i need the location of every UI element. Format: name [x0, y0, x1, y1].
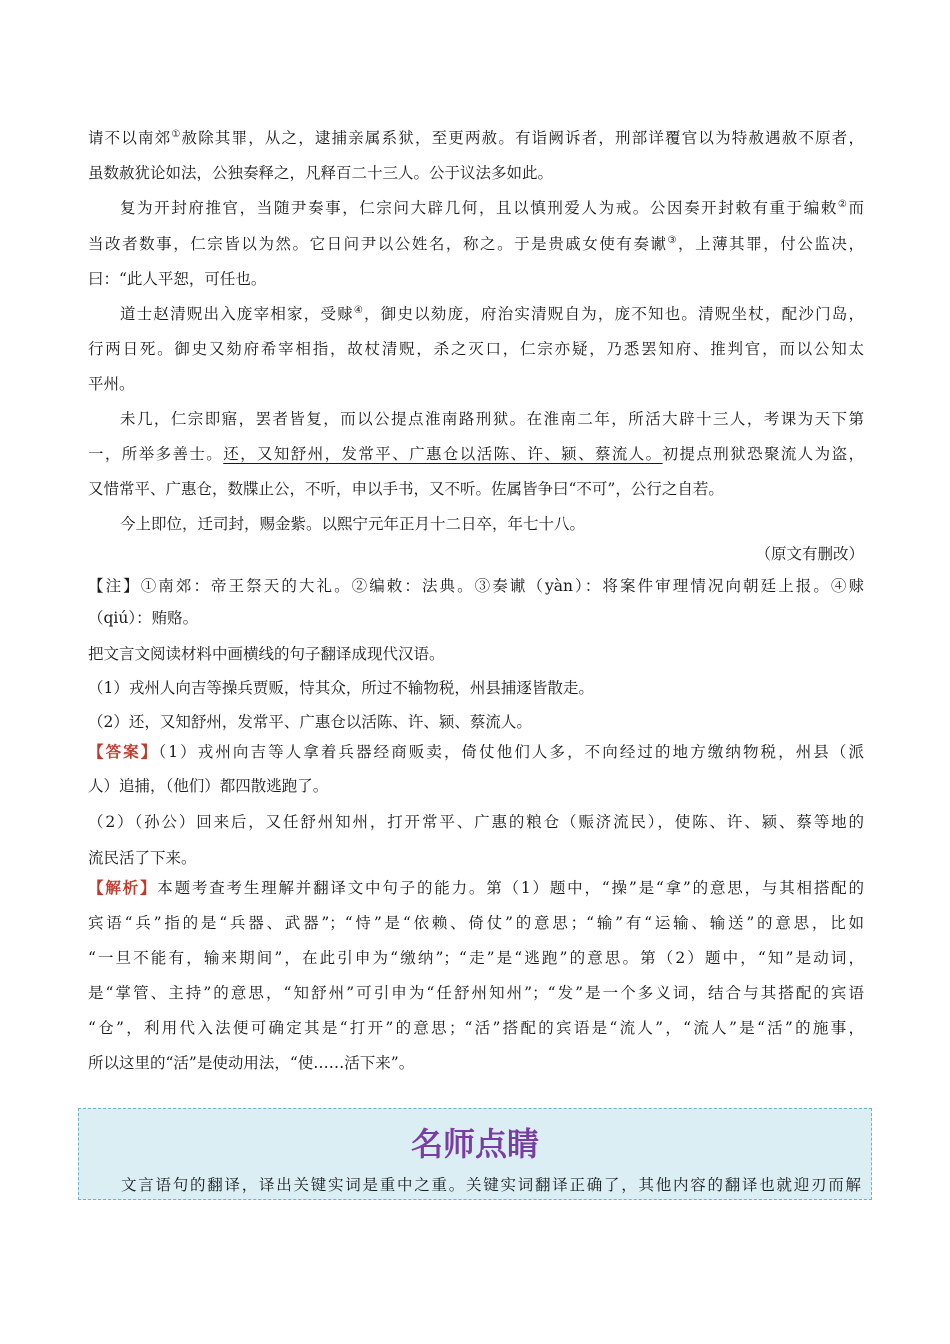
passage-line: 平州。: [88, 375, 135, 393]
question-prompt: 把文言文阅读材料中画横线的句子翻译成现代汉语。: [88, 645, 445, 663]
analysis-line: “仓”，利用代入法便可确定其是“打开”的意思；“活”搭配的宾语是“流人”，“流人”是“活”的施事，: [88, 1019, 864, 1037]
analysis-line: 【解析】本题考查考生理解并翻译文中句子的能力。第（1）题中，“操”是“拿”的意思，与其相搭配的: [88, 878, 864, 897]
passage-line: 又惜常平、广惠仓，数牒止公，不听，申以手书，又不听。佐属皆争曰“不可”，公行之自若。: [88, 480, 724, 498]
passage-line: 一，所举多善士。还，又知舒州，发常平、广惠仓以活陈、许、颍、蔡流人。初提点刑狱恐聚流人为盗，: [88, 445, 864, 463]
passage-line: 未几，仁宗即寤，罢者皆复，而以公提点淮南路刑狱。在淮南二年，所活大辟十三人，考课为天下第: [120, 410, 864, 428]
note-line: 【注】①南郊：帝王祭天的大礼。②编敕：法典。③奏谳（yàn）：将案件审理情况向朝廷上报。④赇: [88, 577, 864, 595]
teacher-tip-box: [78, 1108, 872, 1200]
passage-line: 虽数赦犹论如法，公独奏释之，凡释百二十三人。公于议法多如此。: [88, 164, 554, 182]
passage-line: 今上即位，迁司封，赐金紫。以熙宁元年正月十二日卒，年七十八。: [120, 515, 586, 533]
question-1: （1）戎州人向吉等操兵贾贩，恃其众，所过不输物税，州县捕逐皆散走。: [88, 679, 594, 697]
answer-line: （2）（孙公）回来后，又任舒州知州，打开常平、广惠的粮仓（赈济流民），使陈、许、颍、蔡等地的: [88, 813, 864, 831]
answer-line: 人）追捕，（他们）都四散逃跑了。: [88, 777, 329, 795]
answer-line: 【答案】（1）戎州向吉等人拿着兵器经商贩卖，倚仗他们人多，不向经过的地方缴纳物税，州县（派: [88, 742, 864, 761]
analysis-line: 是“掌管、主持”的意思，“知舒州”可引申为“任舒州知州”；“发”是一个多义词，结合与其搭配的宾语: [88, 984, 864, 1002]
source-note: （原文有删改）: [755, 545, 864, 563]
passage-line: 复为开封府推官，当随尹奏事，仁宗问大辟几何，且以慎刑爱人为戒。公因奏开封敕有重于编敕②而: [120, 198, 864, 217]
answer-label: 【答案】: [88, 742, 159, 761]
analysis-label: 【解析】: [88, 878, 158, 897]
passage-line: 曰：“此人平恕，可任也。: [88, 270, 267, 288]
answer-line: 流民活了下来。: [88, 849, 197, 867]
tip-title: 名师点睛: [410, 1125, 539, 1163]
passage-line: 当改者数事，仁宗皆以为然。它日问尹以公姓名，称之。于是贵戚女使有奏谳③，上薄其罪，付公监决，: [88, 234, 864, 253]
passage-line: 道士赵清贶出入庞宰相家，受赇④，御史以劾庞，府治实清贶自为，庞不知也。清贶坐杖，配沙门岛，: [120, 304, 864, 323]
analysis-line: 宾语“兵”指的是“兵器、武器”；“恃”是“依赖、倚仗”的意思；“输”有“运输、输送”的意思，比如: [88, 914, 864, 932]
passage-line: 行两日死。御史又劾府希宰相指，故杖清贶，杀之灭口，仁宗亦疑，乃悉罢知府、推判官，而以公知太: [88, 340, 864, 358]
underlined-sentence: 还，又知舒州，发常平、广惠仓以活陈、许、颍、蔡流人。: [223, 445, 663, 463]
note-line: （qiú）：贿赂。: [88, 609, 199, 627]
passage-line: 请不以南郊①赦除其罪，从之，逮捕亲属系狱，至更两赦。有诣阙诉者，刑部详覆官以为特赦遇赦不原者，: [88, 128, 864, 147]
question-2: （2）还，又知舒州，发常平、广惠仓以活陈、许、颍、蔡流人。: [88, 713, 532, 731]
analysis-line: 所以这里的“活”是使动用法，“使……活下来”。: [88, 1054, 415, 1072]
tip-text: 文言语句的翻译，译出关键实词是重中之重。关键实词翻译正确了，其他内容的翻译也就迎刃而解: [121, 1176, 861, 1194]
analysis-line: “一旦不能有，输来期间”，在此引申为“缴纳”；“走”是“逃跑”的意思。第（2）题中，“知”是动词，: [88, 949, 864, 967]
